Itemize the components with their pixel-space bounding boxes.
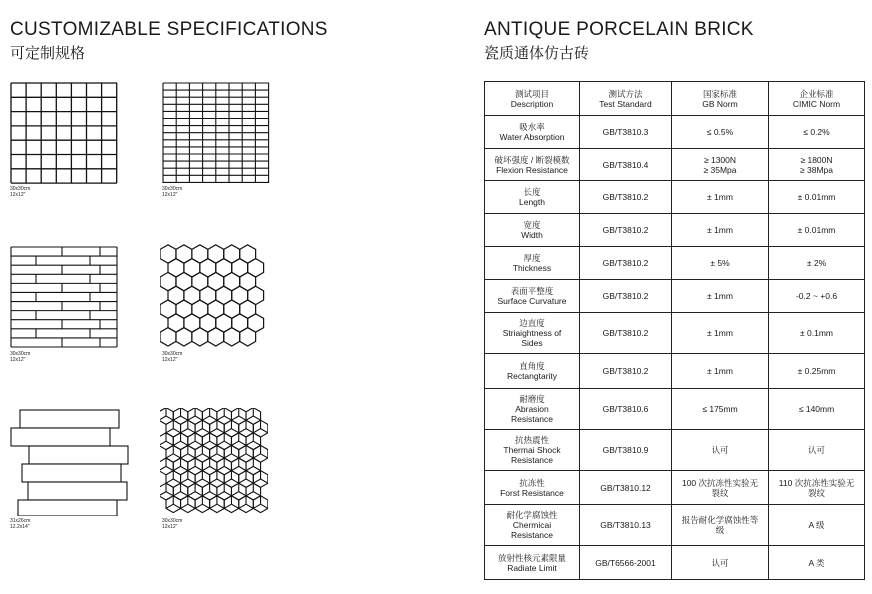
cell-text: ± 1mm xyxy=(707,328,733,338)
cell-text: 认可 xyxy=(807,445,825,455)
cell-text: ± 1mm xyxy=(707,366,733,376)
cimic-norm-cell xyxy=(769,247,865,280)
method-cell xyxy=(580,116,672,149)
gb-norm-cell xyxy=(672,505,769,546)
cell-text: ± 0.1mm xyxy=(799,328,833,338)
cell-text-line: Sides xyxy=(521,338,543,348)
cimic-norm-cell xyxy=(769,214,865,247)
cell-text: GB/T3810.3 xyxy=(602,127,649,137)
cimic-norm-cell xyxy=(769,313,865,354)
gb-norm-cell xyxy=(672,354,769,389)
tile-small-brick-grid xyxy=(162,82,270,184)
cell-text-line: Striaightness of xyxy=(502,328,562,338)
cell-text: 破坏强度 / 断裂模数 xyxy=(494,154,570,165)
cell-text: 宽度 xyxy=(523,220,541,230)
table-row xyxy=(485,430,865,471)
gb-norm-cell xyxy=(672,247,769,280)
cell-text-line: Thermai Shock xyxy=(503,445,561,455)
left-title-cn: 可定制规格 xyxy=(10,45,86,62)
cimic-norm-cell xyxy=(769,149,865,181)
desc-cell xyxy=(485,546,580,580)
cell-text: GB/T3810.9 xyxy=(602,445,649,455)
cimic-norm-cell xyxy=(769,181,865,214)
cell-text: 认可 xyxy=(711,445,729,455)
table-row xyxy=(485,181,865,214)
desc-cell xyxy=(485,247,580,280)
cell-text: 边直度 xyxy=(519,318,545,328)
cell-text: 放射性核元素限量 xyxy=(497,552,566,563)
cell-text-line: 裂纹 xyxy=(711,487,729,498)
desc-cell xyxy=(485,214,580,247)
cell-text: Water Absorption xyxy=(499,132,565,142)
tile-plank-pattern xyxy=(8,408,132,516)
cell-text: ≤ 0.5% xyxy=(706,127,734,137)
cimic-norm-cell xyxy=(769,546,865,580)
header-cimic-norm: 企业标准 CIMIC Norm xyxy=(769,82,865,116)
right-title-cn: 瓷质通体仿古砖 xyxy=(484,45,590,62)
desc-cell xyxy=(485,389,580,430)
gb-norm-cell xyxy=(672,471,769,505)
method-cell xyxy=(580,214,672,247)
table-row xyxy=(485,247,865,280)
tile-strip-pattern xyxy=(10,246,118,348)
tile-6-caption: 30x30cm 12x12" xyxy=(162,518,183,530)
cell-text: 耐化学腐蚀性 xyxy=(506,510,558,520)
cell-text: ≤ 140mm xyxy=(798,404,835,414)
gb-norm-cell xyxy=(672,280,769,313)
tile-cube-pattern xyxy=(160,408,268,518)
cell-text: 直角度 xyxy=(519,361,545,371)
cell-text: ± 0.01mm xyxy=(797,192,836,202)
cimic-norm-cell xyxy=(769,471,865,505)
right-title-en: ANTIQUE PORCELAIN BRICK xyxy=(484,19,754,40)
method-cell xyxy=(580,505,672,546)
gb-norm-cell xyxy=(672,214,769,247)
method-cell xyxy=(580,546,672,580)
cell-text: Surface Curvature xyxy=(497,296,567,306)
cell-text: A 级 xyxy=(808,520,825,530)
cell-text: 长度 xyxy=(523,187,541,197)
method-cell xyxy=(580,247,672,280)
table-row xyxy=(485,505,865,546)
cimic-norm-cell xyxy=(769,116,865,149)
table-row xyxy=(485,116,865,149)
cell-text-line: 报告耐化学腐蚀性等 xyxy=(681,515,759,525)
desc-cell xyxy=(485,505,580,546)
table-row xyxy=(485,471,865,505)
cell-text: GB/T3810.2 xyxy=(602,258,649,268)
table-row xyxy=(485,149,865,181)
table-row xyxy=(485,280,865,313)
cell-text: ± 0.25mm xyxy=(797,366,836,376)
method-cell xyxy=(580,471,672,505)
cell-text-line: 裂纹 xyxy=(807,487,825,498)
cell-text: ± 0.01mm xyxy=(797,225,836,235)
cell-text-line: ≥ 38Mpa xyxy=(799,164,834,175)
method-cell xyxy=(580,181,672,214)
cimic-norm-cell xyxy=(769,430,865,471)
cell-text: 耐磨度 xyxy=(519,394,545,404)
cell-text: 认可 xyxy=(711,557,729,568)
left-title-en: CUSTOMIZABLE SPECIFICATIONS xyxy=(10,19,328,40)
cell-text: 表面平整度 xyxy=(510,286,554,296)
table-header-row xyxy=(485,82,865,116)
desc-cell xyxy=(485,149,580,181)
cell-text: 吸水率 xyxy=(519,122,545,132)
cell-text: GB/T3810.2 xyxy=(602,291,649,301)
cell-text: A 类 xyxy=(808,557,825,568)
method-cell xyxy=(580,389,672,430)
cell-text: ± 5% xyxy=(710,258,730,268)
cimic-norm-cell xyxy=(769,280,865,313)
cell-text-line: ≥ 1800N xyxy=(800,154,833,165)
cell-text-line: Resistance xyxy=(510,530,554,540)
header-gb-norm: 国家标准 GB Norm xyxy=(672,82,769,116)
cell-text: 厚度 xyxy=(523,253,541,263)
cell-text: GB/T3810.2 xyxy=(602,225,649,235)
desc-cell xyxy=(485,471,580,505)
tile-square-grid xyxy=(10,82,118,184)
table-row xyxy=(485,354,865,389)
cell-text: Width xyxy=(521,230,543,240)
cell-text: GB/T3810.2 xyxy=(602,328,649,338)
cell-text: Length xyxy=(519,197,545,207)
method-cell xyxy=(580,313,672,354)
desc-cell xyxy=(485,313,580,354)
gb-norm-cell xyxy=(672,181,769,214)
cell-text: Radiate Limit xyxy=(507,562,557,573)
tile-3-caption: 30x30cm 12x12" xyxy=(10,351,31,363)
table-row xyxy=(485,214,865,247)
cell-text-line: Resistance xyxy=(510,455,554,465)
method-cell xyxy=(580,354,672,389)
desc-cell xyxy=(485,430,580,471)
gb-norm-cell xyxy=(672,149,769,181)
cell-text-line: Abrasion xyxy=(515,404,549,414)
tile-4-caption: 30x30cm 12x12" xyxy=(162,351,183,363)
desc-cell xyxy=(485,116,580,149)
cell-text-line: 级 xyxy=(715,525,725,535)
gb-norm-cell xyxy=(672,116,769,149)
table-row xyxy=(485,313,865,354)
header-test-standard: 测试方法 Test Standard xyxy=(580,82,672,116)
cell-text: 抗冻性 xyxy=(519,477,545,488)
cell-text: -0.2 ~ +0.6 xyxy=(795,291,838,301)
desc-cell xyxy=(485,181,580,214)
cell-text: GB/T3810.2 xyxy=(602,366,649,376)
header-description: 测试项目 Description xyxy=(485,82,580,116)
tile-2-caption: 30x30cm 12x12" xyxy=(162,186,183,198)
desc-cell xyxy=(485,280,580,313)
cell-text: GB/T6566-2001 xyxy=(595,557,656,568)
cell-text-line: ≥ 35Mpa xyxy=(703,164,737,175)
cell-text-line: 110 次抗冻性实验无 xyxy=(778,477,855,488)
spec-table xyxy=(484,81,865,580)
cell-text: ≤ 0.2% xyxy=(803,127,830,137)
cell-text: GB/T3810.4 xyxy=(602,159,649,170)
method-cell xyxy=(580,430,672,471)
cell-text-line: ≥ 1300N xyxy=(703,154,737,165)
cimic-norm-cell xyxy=(769,505,865,546)
table-row xyxy=(485,389,865,430)
cell-text: ± 2% xyxy=(806,258,827,268)
gb-norm-cell xyxy=(672,389,769,430)
table-row xyxy=(485,546,865,580)
cell-text: GB/T3810.12 xyxy=(600,482,651,493)
tile-5-caption: 31x26cm 12.2x14" xyxy=(10,518,31,530)
cell-text-line: Chermicai xyxy=(512,520,552,530)
gb-norm-cell xyxy=(672,430,769,471)
cell-text: ± 1mm xyxy=(707,225,733,235)
cell-text: Flexion Resistance xyxy=(496,164,568,175)
cimic-norm-cell xyxy=(769,354,865,389)
cell-text: 抗热震性 xyxy=(514,435,549,445)
method-cell xyxy=(580,280,672,313)
tile-1-caption: 30x30cm 12x12" xyxy=(10,186,31,198)
tile-hexagon-pattern xyxy=(160,244,268,352)
method-cell xyxy=(580,149,672,181)
cell-text: ≤ 175mm xyxy=(702,404,738,414)
gb-norm-cell xyxy=(672,313,769,354)
cell-text: GB/T3810.6 xyxy=(602,404,649,414)
desc-cell xyxy=(485,354,580,389)
cell-text: GB/T3810.13 xyxy=(600,520,651,530)
cimic-norm-cell xyxy=(769,389,865,430)
cell-text: Rectangtarity xyxy=(506,371,558,381)
cell-text-line: 100 次抗冻性实验无 xyxy=(681,477,759,488)
cell-text-line: Resistance xyxy=(510,414,554,424)
cell-text: GB/T3810.2 xyxy=(602,192,649,202)
gb-norm-cell xyxy=(672,546,769,580)
cell-text: ± 1mm xyxy=(707,192,733,202)
cell-text: Forst Resistance xyxy=(500,487,564,498)
cell-text: Thickness xyxy=(512,263,552,273)
cell-text: ± 1mm xyxy=(707,291,733,301)
